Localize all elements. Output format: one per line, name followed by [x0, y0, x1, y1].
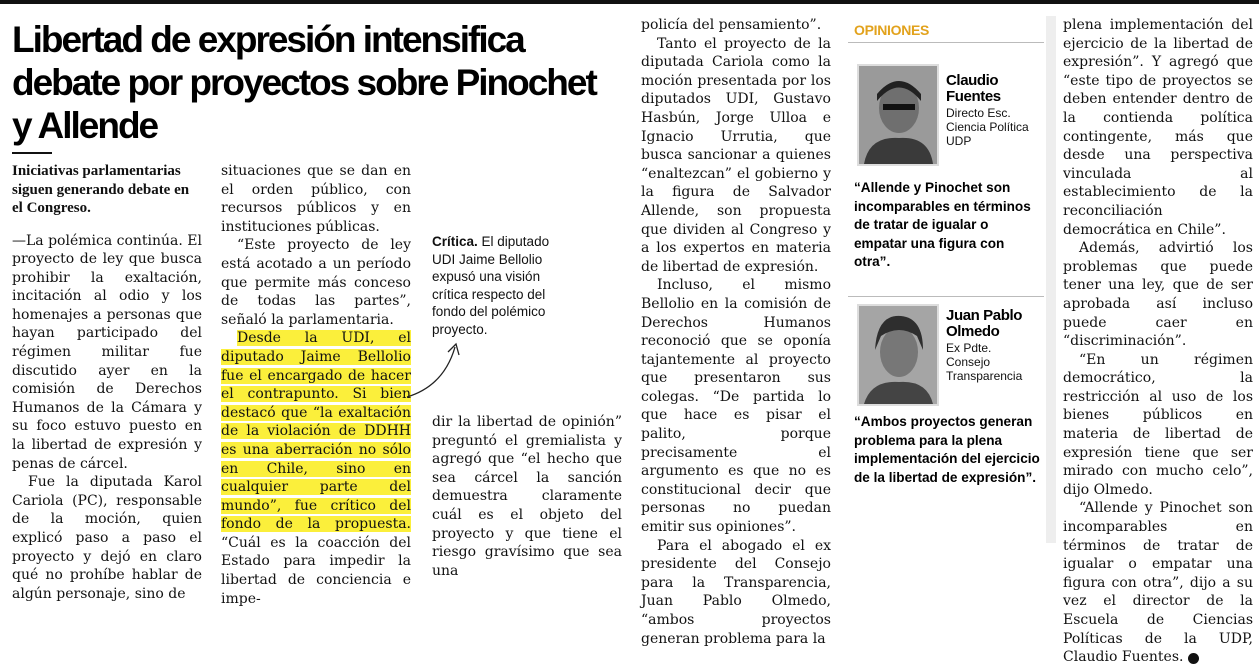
top-rule	[0, 0, 1259, 4]
caption-arrow-icon	[405, 335, 465, 405]
body-paragraph: —La polémica continúa. El proyecto de ley que busca prohibir la exaltación, incitación al odio y los homenajes a personas que hayan participado del régimen militar fue discutido ayer en la comisión de Derechos Humanos de la Cámara y su foco estuvo puesto en la libertad de expresión y penas de cárcel.	[12, 232, 203, 472]
end-mark-icon: P	[1188, 653, 1199, 664]
body-paragraph: Además, advirtió los problemas que puede tener una ley, que de ser aprobada así incluso puede caer en “discriminación”.	[1063, 240, 1253, 350]
divider	[848, 296, 1044, 297]
article-column-6	[1063, 16, 1253, 667]
divider	[848, 42, 1044, 43]
avatar-claudio-fuentes	[857, 64, 939, 166]
body-paragraph: “En un régimen democrático, la restricción al uso de los bienes públicos en materia de libertad de expresión tiene que ser mirado con mucho celo”, dijo Olmedo.	[1063, 351, 1253, 498]
opinions-panel	[848, 16, 1044, 543]
body-text: “Cuál es la coacción del Estado para impedir la libertad de conciencia e impe-	[221, 534, 411, 607]
body-paragraph: Tanto el proyecto de la diputada Cariola como la moción presentada por los diputados UDI, Gustavo Hasbún, Jorge Ulloa e Ignacio Urrutia, que busca sancionar a quienes “enaltezcan” el gobierno y la figura de Salvador Allende, son propuesta que dividen al Congreso y a los expertos en materia de libertad de expresión.	[641, 35, 831, 275]
headline: Libertad de expresión intensifica debate por proyectos sobre Pinochet y Allende	[12, 19, 596, 146]
article-column-1	[12, 162, 202, 603]
panel-shadow	[1046, 16, 1056, 543]
opinion-quote: “Allende y Pinochet son incomparables en términos de tratar de igualar o empatar una figura con otra”.	[854, 180, 1031, 269]
lead-divider	[12, 152, 52, 154]
opinions-title: OPINIONES	[854, 22, 930, 38]
body-paragraph: plena implementación del ejercicio de la libertad de expresión”. Y agregó que “este tipo de proyectos se deben entender dentro de la contienda política contingente, más que desde una perspectiva vinculada al establecimiento de la reconciliación democrática en Chile”.	[1063, 17, 1253, 238]
opinion-role: Ex Pdte. Consejo Transparencia	[946, 341, 1023, 383]
body-paragraph: Fue la diputada Karol Cariola (PC), responsable de la moción, quien explicó paso a paso el proyecto y dejó en claro qué no prohíbe hablar de algún personaje, sino de	[12, 474, 202, 602]
body-paragraph: Incluso, el mismo Bellolio en la comisión de Derechos Humanos reconoció que se oponía tajantemente al proyecto que presentaron sus colegas. “De partida lo que hace es pisar el palito, porque precisamente el argumento es que no es constitucional decir que personas no puedan emitir sus opiniones”.	[641, 277, 831, 536]
article-column-3	[432, 413, 622, 580]
article-column-2	[221, 162, 411, 608]
body-paragraph: policía del pensamiento”.	[641, 17, 822, 33]
caption-text: El diputado UDI Jaime Bellolio expusó una visión crítica respecto del fondo del polémico proyecto.	[432, 234, 550, 337]
body-paragraph: “Allende y Pinochet son incomparables en términos de tratar de igualar o empatar una figura con otra”, dijo a su vez el director de la Escuela de Ciencias Políticas de la UDP, Claudio Fuentes. P	[1063, 500, 1253, 666]
avatar-juan-pablo-olmedo	[857, 304, 939, 406]
highlighted-text: Desde la UDI, el diputado Jaime Bellolio fue el encargado de hacer el contrapunto. Si bien destacó que “la exaltación de la violación de DDHH es una aberración no sólo en Chile, sino en cualquier parte del mundo”, fue crítico del fondo de la propuesta.	[221, 330, 411, 533]
opinion-role: Directo Esc. Ciencia Política UDP	[946, 106, 1029, 148]
body-paragraph: situaciones que se dan en el orden público, con recursos públicos y en instituciones públicas.	[221, 163, 411, 235]
body-paragraph: “Este proyecto de ley está acotado a un período que permite más conceso de todas las partes”, señaló la parlamentaria.	[221, 237, 411, 328]
photo-caption	[432, 233, 564, 338]
opinion-name: Claudio Fuentes	[946, 72, 1001, 105]
article-column-4	[641, 16, 831, 648]
body-paragraph: Para el abogado el ex presidente del Consejo para la Transparencia, Juan Pablo Olmedo, “ambos proyectos generan problema para la	[641, 537, 831, 647]
lead-paragraph: Iniciativas parlamentarias siguen generando debate en el Congreso.	[12, 163, 190, 216]
opinion-name: Juan Pablo Olmedo	[946, 307, 1023, 340]
highlighted-paragraph	[221, 329, 411, 608]
opinion-quote: “Ambos proyectos generan problema para la plena implementación del ejercicio de la libertad de expresión”.	[854, 414, 1040, 485]
caption-label: Crítica.	[432, 234, 478, 249]
body-paragraph: dir la libertad de opinión” preguntó el gremialista y agregó que “el hecho que sea cárcel la sanción demuestra claramente cuál es el objeto del proyecto y que tiene el riesgo gravísimo que sea una	[432, 414, 622, 579]
